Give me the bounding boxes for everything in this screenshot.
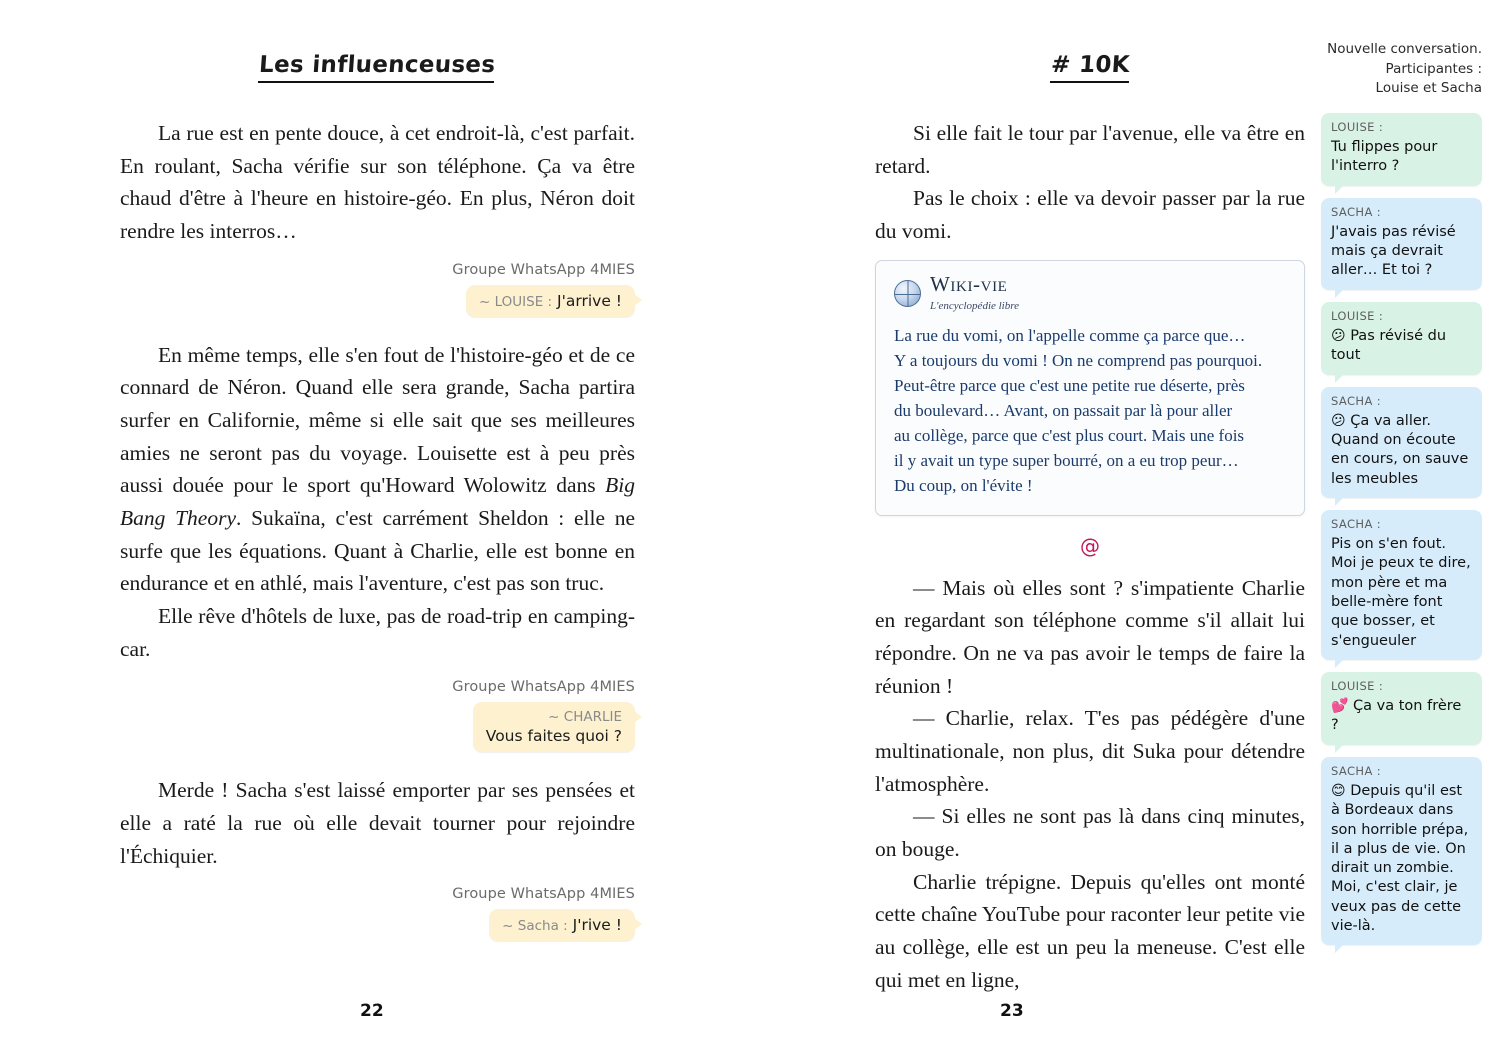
emoji-icon: 😕 xyxy=(1331,327,1346,344)
chat-sender: LOUISE : xyxy=(1331,308,1384,323)
chat-text: Pas révisé du tout xyxy=(1331,327,1447,364)
chat-text: Tu flippes pour l'interro ? xyxy=(1331,138,1438,175)
chat-header-line: Participantes : xyxy=(1385,60,1482,77)
wiki-vie-box xyxy=(875,260,1305,516)
page-title: Les influenceuses xyxy=(258,52,496,83)
chat-message xyxy=(1321,387,1482,498)
chat-sender: SACHA : xyxy=(1331,204,1382,219)
paragraph-part-2: . Sukaïna, c'est carrément Sheldon : elle ne surfe que les équations. Quant à Charlie, elle est bonne en endurance et en athlé, mais l'aventure, c'est pas son truc. xyxy=(120,506,636,596)
wiki-header xyxy=(894,271,1286,314)
chat-sender: LOUISE : xyxy=(1331,119,1384,134)
paragraph xyxy=(120,339,635,600)
wiki-line: Du coup, on l'évite ! xyxy=(894,475,1033,495)
page-number-right: 23 xyxy=(1000,1001,1024,1021)
whatsapp-bubble-row xyxy=(120,285,635,317)
paragraph: Si elle fait le tour par l'avenue, elle va être en retard. xyxy=(875,121,1305,178)
chat-message xyxy=(1321,302,1482,375)
emoji-icon: 😕 xyxy=(1331,412,1346,429)
wiki-subtitle: L'encyclopédie libre xyxy=(930,299,1019,312)
whatsapp-group-label: Groupe WhatsApp 4MIES xyxy=(452,886,635,903)
whatsapp-bubble-row xyxy=(120,909,635,941)
chat-message xyxy=(1321,510,1482,660)
chat-text: Ça va aller. Quand on écoute en cours, on sauve les meubles xyxy=(1331,412,1469,487)
whatsapp-group-label: Groupe WhatsApp 4MIES xyxy=(452,261,635,278)
whatsapp-message: J'arrive ! xyxy=(557,291,622,310)
page-title: # 10K xyxy=(1050,52,1131,83)
chat-message xyxy=(1321,757,1482,946)
wiki-body xyxy=(894,324,1286,499)
emoji-icon: 😊 xyxy=(1331,783,1346,799)
paragraph: — Mais où elles sont ? s'impatiente Charlie en regardant son téléphone comme s'il allait lui répondre. On ne va pas avoir le temps de faire la réunion ! xyxy=(875,575,1305,698)
whatsapp-sender: ~ LOUISE : xyxy=(479,293,553,310)
whatsapp-sender: ~ Sacha : xyxy=(502,918,568,935)
emoji-icon: 💕 xyxy=(1331,698,1349,715)
wiki-line: Peut-être parce que c'est une petite rue déserte, près xyxy=(894,375,1245,395)
chat-message xyxy=(1321,113,1482,186)
paragraph: Elle rêve d'hôtels de luxe, pas de road-trip en camping-car. xyxy=(120,604,635,661)
paragraph: — Si elles ne sont pas là dans cinq minutes, on bouge. xyxy=(875,804,1305,861)
globe-icon xyxy=(894,280,921,307)
wiki-line: il y avait un type super bourré, on a eu trop peur… xyxy=(894,450,1239,470)
paragraph: Merde ! Sacha s'est laissé emporter par ses pensées et elle a raté la rue où elle devait tourner pour rejoindre l'Échiquier. xyxy=(120,778,635,868)
chat-header xyxy=(1321,40,1482,99)
wiki-titles xyxy=(930,271,1019,314)
whatsapp-message: Vous faites quoi ? xyxy=(485,727,622,746)
paragraph-part-1: En même temps, elle s'en fout de l'histoire-géo et de ce connard de Néron. Quand elle sera grande, Sacha partira surfer en Californie, même si elle sait que ses meilleures amies ne seront pas du voyage. Louisette est à peu près aussi douée pour le sport qu'Howard Wolowitz dans xyxy=(120,342,635,498)
whatsapp-sender: ~ CHARLIE xyxy=(548,709,622,726)
chat-sender: LOUISE : xyxy=(1331,678,1384,693)
chat-message xyxy=(1321,672,1482,745)
paragraph: Pas le choix : elle va devoir passer par la rue du vomi. xyxy=(875,186,1305,244)
chat-sender: SACHA : xyxy=(1331,393,1382,408)
section-divider-icon: @ xyxy=(1080,533,1100,558)
chat-header-line: Louise et Sacha xyxy=(1375,80,1482,97)
wiki-line: au collège, parce que c'est plus court. Mais une fois xyxy=(894,425,1245,445)
paragraph: La rue est en pente douce, à cet endroit-là, c'est parfait. En roulant, Sacha vérifie sur son téléphone. Ça va être chaud d'être à l'heure en histoire-géo. En plus, Néron doit rendre les interros… xyxy=(120,121,635,244)
chat-sender: SACHA : xyxy=(1331,516,1382,531)
whatsapp-block xyxy=(120,679,635,752)
chat-sidebar xyxy=(1315,0,1500,1047)
whatsapp-block xyxy=(120,886,635,941)
book-title-italic: Big Bang Theory xyxy=(120,473,635,531)
chat-text: Ça va ton frère ? xyxy=(1331,698,1462,734)
wiki-line: La rue du vomi, on l'appelle comme ça parce que… xyxy=(894,325,1246,345)
wiki-line: Y a toujours du vomi ! On ne comprend pas pourquoi. xyxy=(894,350,1263,370)
chapter-title-wrap xyxy=(120,30,635,117)
chat-message xyxy=(1321,198,1482,290)
whatsapp-bubble-row xyxy=(120,702,635,752)
whatsapp-message: J'rive ! xyxy=(572,916,622,935)
paragraph: — Charlie, relax. T'es pas pédégère d'une multinationale, non plus, dit Suka pour détendre l'atmosphère. xyxy=(875,706,1305,796)
chat-text: Depuis qu'il est à Bordeaux dans son horrible prépa, il a plus de vie. On dirait un zombie. Moi, c'est clair, je veux pas de cette vie-là. xyxy=(1331,783,1469,934)
page-number-left: 22 xyxy=(360,1001,384,1021)
paragraph: Charlie trépigne. Depuis qu'elles ont monté cette chaîne YouTube pour raconter leur petite vie au collège, elle est un peu la meneuse. C'est elle qui met en ligne, xyxy=(875,869,1305,992)
whatsapp-block xyxy=(120,262,635,317)
whatsapp-group-label: Groupe WhatsApp 4MIES xyxy=(452,679,635,696)
chapter-title-wrap xyxy=(875,30,1305,117)
whatsapp-bubble xyxy=(466,285,635,317)
chat-text: Pis on s'en fout. Moi je peux te dire, mon père et ma belle-mère font que bosser, et s'engueuler xyxy=(1331,536,1471,649)
whatsapp-bubble xyxy=(473,702,635,752)
whatsapp-bubble xyxy=(489,909,635,941)
wiki-name: Wiki-vie xyxy=(930,271,1008,296)
chat-sender: SACHA : xyxy=(1331,763,1382,778)
chat-text: J'avais pas révisé mais ça devrait aller… Et toi ? xyxy=(1331,223,1456,279)
chat-header-line: Nouvelle conversation. xyxy=(1327,41,1482,57)
wiki-line: du boulevard… Avant, on passait par là pour aller xyxy=(894,400,1233,420)
